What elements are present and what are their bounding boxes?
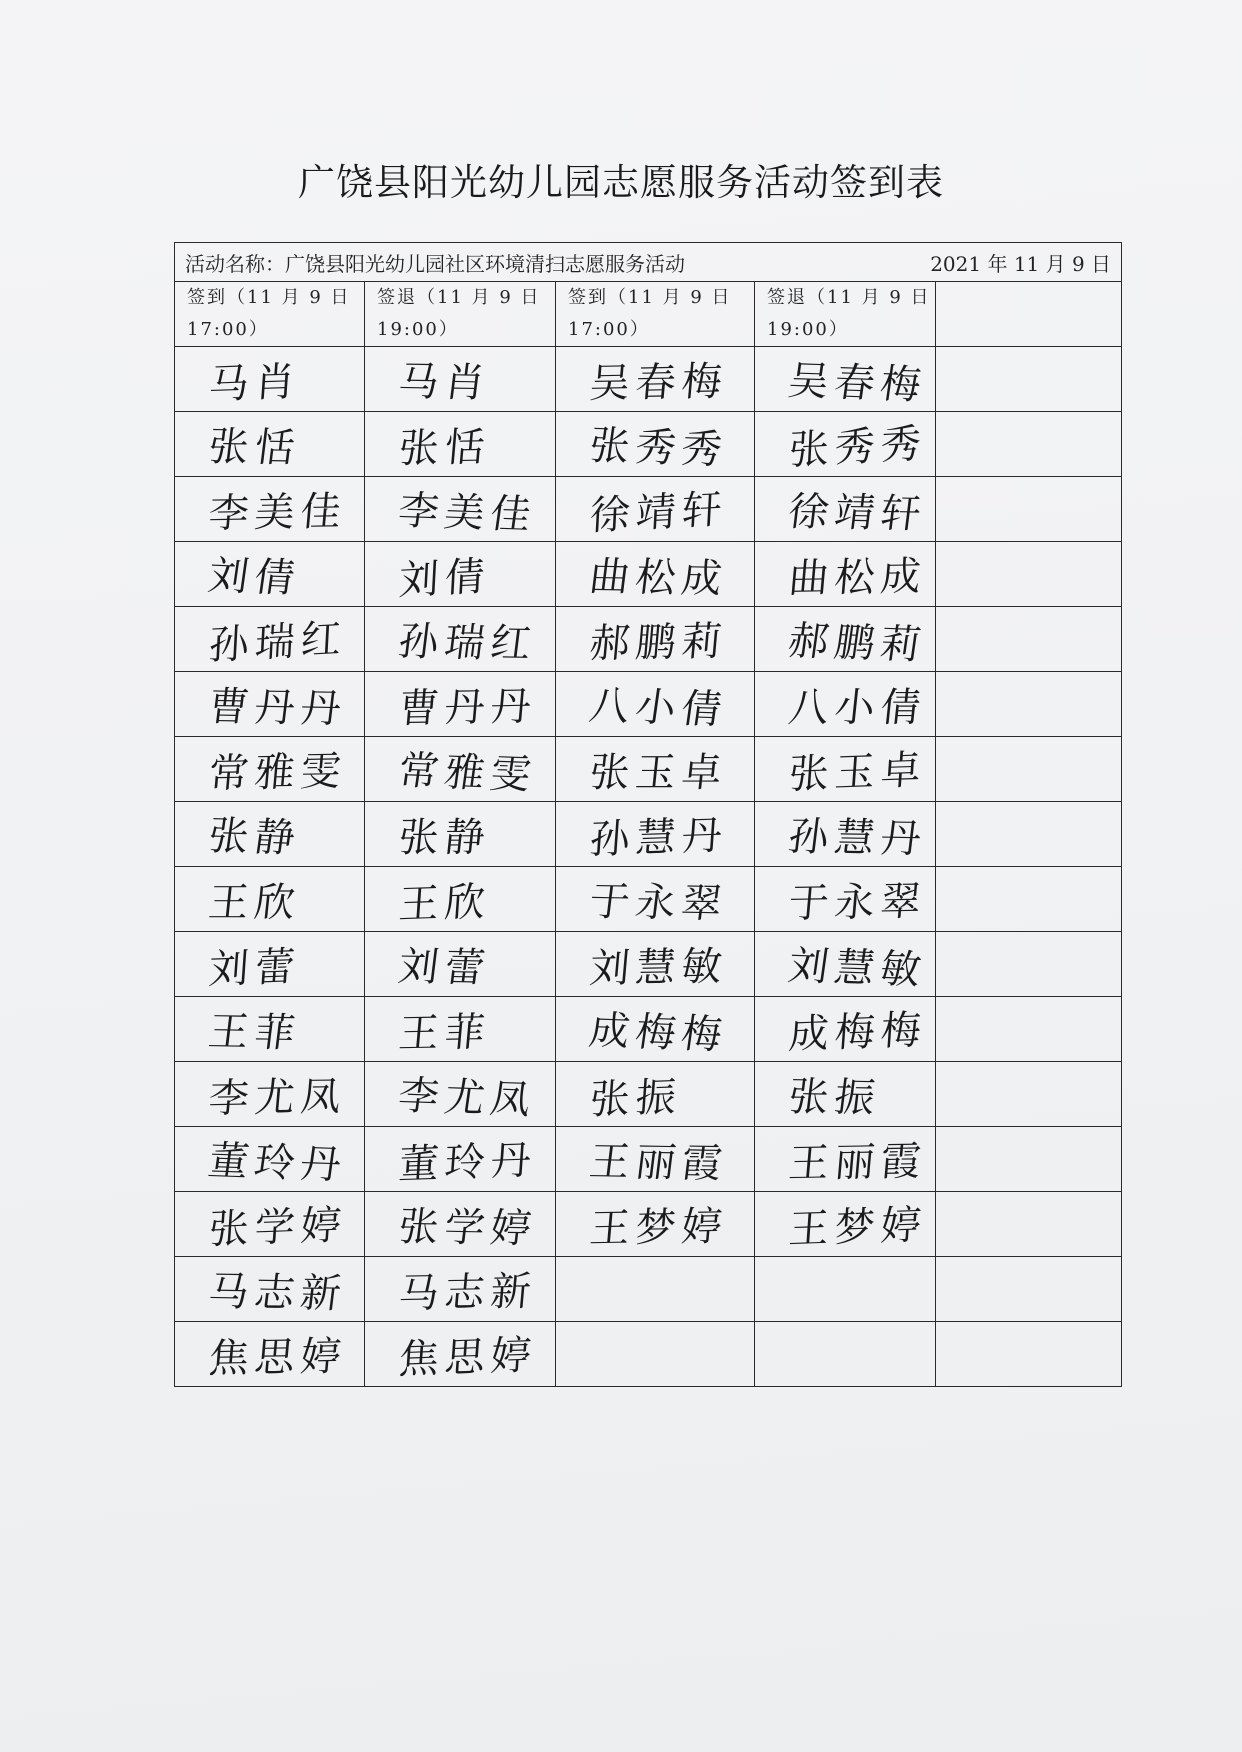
handwritten-signature: 马志新 [205,1268,350,1317]
handwritten-signature: 刘慧敏 [785,942,930,994]
handwritten-signature: 刘倩 [205,552,304,602]
signature-cell [365,1127,556,1192]
handwritten-signature: 刘慧敏 [587,943,730,992]
handwritten-signature: 王梦婷 [587,1203,730,1252]
signature-cell [936,867,1122,932]
handwritten-signature: 曲松成 [586,553,731,602]
header-cell [936,282,1122,347]
signature-cell [755,867,936,932]
handwritten-signature: 常雅雯 [395,747,540,799]
signature-cell [556,672,755,737]
table-row [175,737,1122,802]
handwritten-signature [755,1287,935,1290]
handwritten-signature [936,1222,1121,1225]
handwritten-signature: 曲松成 [786,553,929,602]
handwritten-signature: 马肖 [395,358,494,406]
handwritten-signature [936,1092,1121,1095]
handwritten-signature [936,1351,1121,1357]
handwritten-signature [936,1287,1121,1290]
signature-cell [755,412,936,477]
signature-cell [175,347,365,412]
header-cell: 签到（11 月 9 日 17:00） [175,282,365,347]
handwritten-signature: 徐靖轩 [785,488,930,537]
signature-cell [175,542,365,607]
table-row [175,867,1122,932]
handwritten-signature: 王欣 [206,879,304,926]
handwritten-signature: 孙瑞红 [207,615,348,669]
signature-cell [936,607,1122,672]
handwritten-signature [936,961,1121,967]
signature-cell [755,542,936,607]
signature-cell [755,347,936,412]
signature-cell [556,802,755,867]
handwritten-signature: 成梅梅 [586,1007,731,1058]
handwritten-signature: 李美佳 [206,488,349,537]
handwritten-signature: 焦思婷 [397,1331,539,1383]
signature-cell [175,802,365,867]
signature-cell [556,1192,755,1257]
table-row [175,932,1122,997]
handwritten-signature: 张秀秀 [586,422,731,473]
signature-cell [755,997,936,1062]
signature-cell [365,802,556,867]
handwritten-signature: 常雅雯 [206,748,349,797]
signature-cell [365,737,556,802]
signature-cell [175,737,365,802]
signature-cell [175,997,365,1062]
handwritten-signature: 王菲 [205,1008,304,1056]
handwritten-signature: 张玉卓 [787,746,929,798]
signature-cell [365,672,556,737]
handwritten-signature: 张恬 [396,423,493,472]
signature-cell [556,1257,755,1322]
signature-cell [556,477,755,542]
signature-cell [175,412,365,477]
signature-cell [175,672,365,737]
table-row [175,1192,1122,1257]
handwritten-signature: 于永翠 [786,878,929,927]
handwritten-signature: 张学婷 [395,1203,540,1252]
signature-cell [755,1192,936,1257]
signature-cell [175,1192,365,1257]
handwritten-signature: 王梦婷 [787,1201,929,1253]
handwritten-signature: 王菲 [396,1008,493,1057]
signature-cell [365,997,556,1062]
activity-name: 活动名称：广饶县阳光幼儿园社区环境清扫志愿服务活动 [185,251,685,276]
signature-cell [175,1322,365,1387]
handwritten-signature: 张玉卓 [587,749,731,796]
signature-cell [556,542,755,607]
header-cell: 签退（11 月 9 日 19:00） [365,282,556,347]
signature-cell [936,672,1122,737]
handwritten-signature [936,442,1121,445]
handwritten-signature: 曹丹丹 [205,683,350,732]
handwritten-signature: 张振 [588,1073,684,1123]
signature-cell [755,1322,936,1387]
signature-cell [755,672,936,737]
signature-cell [556,997,755,1062]
handwritten-signature [556,1286,754,1293]
signature-cell [936,412,1122,477]
handwritten-signature: 郝鹏莉 [785,617,930,669]
handwritten-signature: 孙慧丹 [785,813,930,862]
handwritten-signature: 王丽霞 [786,1138,929,1187]
signature-cell [755,1257,936,1322]
signature-cell [365,347,556,412]
handwritten-signature: 马志新 [396,1268,539,1317]
signature-cell [365,412,556,477]
signature-cell [556,607,755,672]
handwritten-signature [936,767,1121,770]
signature-cell [365,1257,556,1322]
handwritten-signature [936,571,1121,577]
header-cell: 签退（11 月 9 日 19:00） [755,282,936,347]
handwritten-signature: 吴春梅 [785,357,930,409]
page-title: 广饶县阳光幼儿园志愿服务活动签到表 [298,161,944,204]
signature-cell [755,607,936,672]
signature-cell [365,1062,556,1127]
signature-cell [936,932,1122,997]
sign-in-table [174,242,1122,1387]
table-row [175,412,1122,477]
signature-cell [936,1192,1122,1257]
signature-cell [175,1127,365,1192]
signature-cell [936,542,1122,607]
handwritten-signature: 张振 [785,1073,884,1122]
handwritten-signature: 八小倩 [586,682,731,733]
handwritten-signature: 焦思婷 [206,1333,349,1382]
table-row [175,542,1122,607]
handwritten-signature [556,1352,754,1355]
signature-cell [556,1062,755,1127]
signature-cell [556,932,755,997]
table-row [175,1322,1122,1387]
signature-cell [556,1322,755,1387]
handwritten-signature: 董玲丹 [205,1137,350,1189]
signature-cell [936,1257,1122,1322]
handwritten-signature: 于永翠 [586,878,731,927]
signature-cell [175,607,365,672]
handwritten-signature: 张秀秀 [787,420,928,474]
handwritten-signature: 张恬 [205,423,304,471]
table-row [175,1257,1122,1322]
signature-cell [755,802,936,867]
handwritten-signature: 马肖 [207,358,303,408]
handwritten-signature: 王丽霞 [586,1138,731,1187]
signature-cell [365,867,556,932]
signature-cell [936,1322,1122,1387]
signature-cell [936,347,1122,412]
handwritten-signature: 李尤凤 [395,1072,540,1124]
table-row [175,802,1122,867]
handwritten-signature: 李尤凤 [206,1073,349,1122]
handwritten-signature: 成梅梅 [787,1006,929,1058]
signature-cell [365,932,556,997]
signature-cell [365,1192,556,1257]
signature-cell [936,1127,1122,1192]
handwritten-signature: 孙瑞红 [395,618,540,667]
signature-cell [365,542,556,607]
header-cell: 签到（11 月 9 日 17:00） [556,282,755,347]
signature-cell [755,1127,936,1192]
signature-cell [556,412,755,477]
handwritten-signature [936,1156,1121,1162]
handwritten-signature [936,896,1121,902]
handwritten-signature: 吴春梅 [587,358,730,407]
table-row [175,347,1122,412]
table-row [175,607,1122,672]
signature-cell [175,1062,365,1127]
table-row [175,1062,1122,1127]
table-row [175,477,1122,542]
table-row [175,672,1122,737]
signature-cell [175,477,365,542]
signature-cell [755,932,936,997]
handwritten-signature [936,374,1121,384]
handwritten-signature: 董玲丹 [397,1136,539,1188]
signature-cell [556,1127,755,1192]
handwritten-signature [936,507,1121,510]
handwritten-signature: 郝鹏莉 [587,618,730,667]
handwritten-signature [936,701,1121,707]
signature-cell [755,737,936,802]
signature-cell [175,867,365,932]
signature-cell [175,1257,365,1322]
handwritten-signature: 王欣 [397,878,493,928]
handwritten-signature: 刘倩 [397,552,492,604]
signature-cell [365,1322,556,1387]
handwritten-signature: 刘蕾 [395,943,494,991]
signature-cell [365,607,556,672]
activity-row [175,243,1122,282]
column-header-row [175,282,1122,347]
handwritten-signature: 徐靖轩 [588,485,729,540]
handwritten-signature: 张学婷 [207,1201,349,1253]
signature-cell [936,477,1122,542]
signature-cell [755,477,936,542]
handwritten-signature [755,1352,935,1355]
handwritten-signature: 孙慧丹 [588,811,730,863]
handwritten-signature: 李美佳 [395,487,540,539]
handwritten-signature [936,1027,1121,1030]
handwritten-signature: 张静 [396,814,494,861]
handwritten-signature: 八小倩 [786,684,930,731]
signature-cell [556,347,755,412]
signature-cell [755,1062,936,1127]
signature-cell [936,1062,1122,1127]
signature-cell [936,997,1122,1062]
handwritten-signature: 曹丹丹 [396,683,539,732]
signature-cell [936,802,1122,867]
handwritten-signature: 刘蕾 [207,943,303,993]
handwritten-signature: 张静 [205,812,304,862]
table-row [175,1127,1122,1192]
signature-cell [175,932,365,997]
handwritten-signature [936,832,1121,835]
table-row [175,997,1122,1062]
signature-cell [365,477,556,542]
signature-cell [556,737,755,802]
signature-cell [556,867,755,932]
activity-date: 2021 年 11 月 9 日 [930,251,1112,276]
signature-cell [936,737,1122,802]
